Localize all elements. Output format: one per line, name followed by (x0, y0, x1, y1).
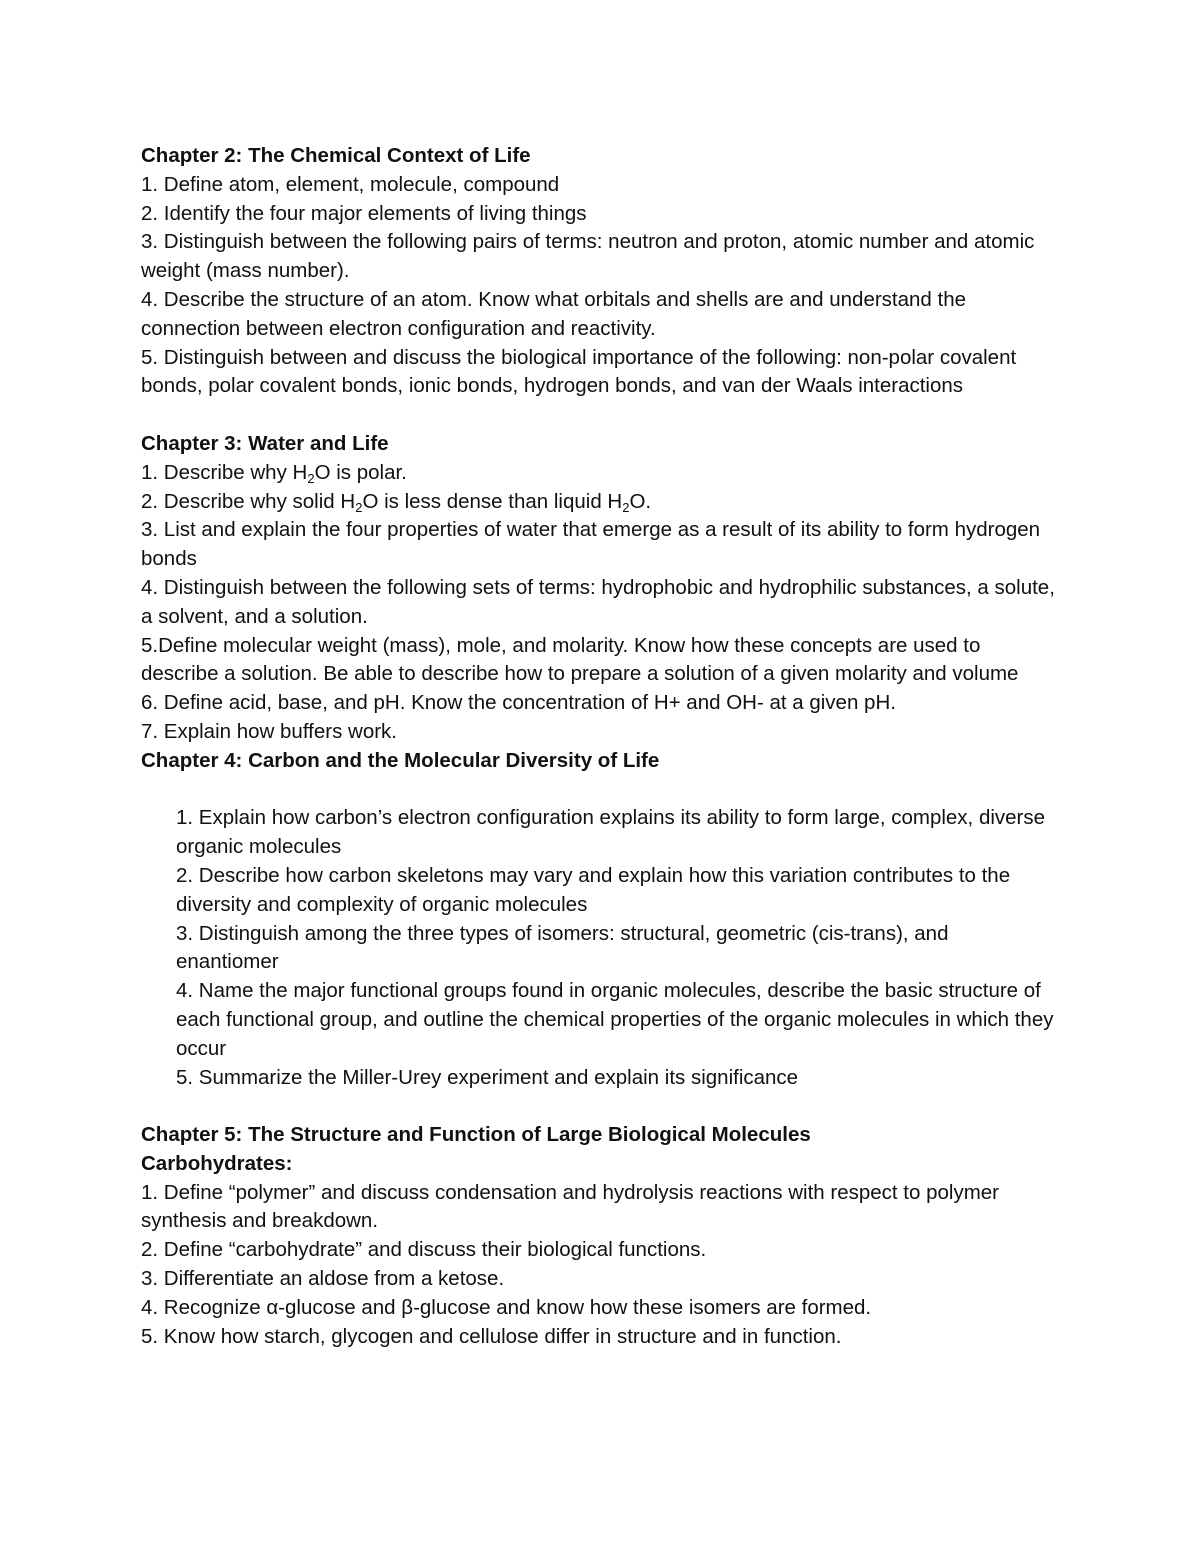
chapter-3-item-6: 6. Define acid, base, and pH. Know the concentration of H+ and OH- at a given pH. (141, 691, 896, 715)
chapter-4-item-2: 2. Describe how carbon skeletons may vary and explain how this variation contributes to the diversity and complexity of organic molecules (176, 863, 1011, 916)
subscript-2: 2 (307, 470, 315, 486)
chapter-5-item-2: 2. Define “carbohydrate” and discuss their biological functions. (141, 1238, 707, 1262)
chapter-5-item-5: 5. Know how starch, glycogen and cellulose differ in structure and in function. (141, 1324, 842, 1348)
chapter-3-section (141, 430, 1056, 747)
chapter-3-item-2 (141, 488, 1056, 517)
chapter-3-item-5: 5.Define molecular weight (mass), mole, and molarity. Know how these concepts are used to describe a solution. Be able to describe how to prepare a solution of a given molarity and volume (141, 633, 1019, 686)
chapter-4-list (141, 804, 1056, 1092)
document-content (141, 142, 1056, 1351)
chapter-3-item-2-text-a: 2. Describe why solid H (141, 489, 356, 513)
chapter-2-item-1: 1. Define atom, element, molecule, compound (141, 172, 560, 196)
chapter-4-section (141, 747, 1056, 1093)
subscript-2: 2 (622, 499, 630, 515)
chapter-4-item-5: 5. Summarize the Miller-Urey experiment and explain its significance (176, 1065, 799, 1089)
chapter-3-item-1-text-a: 1. Describe why H (141, 460, 308, 484)
chapter-2-heading: Chapter 2: The Chemical Context of Life (141, 144, 531, 167)
chapter-3-item-2-text-c: O. (629, 489, 652, 513)
chapter-3-heading: Chapter 3: Water and Life (141, 431, 389, 455)
chapter-4-item-1: 1. Explain how carbon’s electron configuration explains its ability to form large, complex, diverse organic molecules (176, 806, 1046, 859)
section-gap (141, 1092, 1056, 1121)
chapter-2-item-2: 2. Identify the four major elements of living things (141, 201, 587, 225)
chapter-3-item-3: 3. List and explain the four properties of water that emerge as a result of its ability to form hydrogen bonds (141, 518, 1041, 571)
carbohydrates-subheading: Carbohydrates: (141, 1151, 293, 1175)
chapter-4-item-4: 4. Name the major functional groups found in organic molecules, describe the basic structure of each functional group, and outline the chemical properties of the organic molecules in which they occur (176, 979, 1054, 1060)
chapter-3-item-2-text-b: O is less dense than liquid H (362, 489, 623, 513)
chapter-5-heading: Chapter 5: The Structure and Function of Large Biological Molecules (141, 1123, 811, 1147)
chapter-2-item-4: 4. Describe the structure of an atom. Know what orbitals and shells are and understand the connection between electron configuration and reactivity. (141, 287, 967, 340)
section-gap (141, 401, 1056, 430)
chapter-2-item-3: 3. Distinguish between the following pairs of terms: neutron and proton, atomic number and atomic weight (mass number). (141, 230, 1035, 283)
chapter-2-section (141, 142, 1056, 401)
chapter-2-item-5: 5. Distinguish between and discuss the biological importance of the following: non-polar covalent bonds, polar covalent bonds, ionic bonds, hydrogen bonds, and van der Waals interactions (141, 345, 1017, 398)
chapter-5-item-4: 4. Recognize α-glucose and β-glucose and know how these isomers are formed. (141, 1295, 872, 1319)
chapter-4-heading: Chapter 4: Carbon and the Molecular Diversity of Life (141, 748, 660, 772)
chapter-3-item-4: 4. Distinguish between the following sets of terms: hydrophobic and hydrophilic substances, a solute, a solvent, and a solution. (141, 575, 1055, 628)
subscript-2: 2 (355, 499, 363, 515)
chapter-4-item-3: 3. Distinguish among the three types of isomers: structural, geometric (cis-trans), and enantiomer (176, 921, 949, 974)
chapter-3-item-1-text-b: O is polar. (314, 460, 407, 484)
chapter-3-item-1 (141, 459, 1056, 488)
chapter-3-item-7: 7. Explain how buffers work. (141, 719, 397, 743)
chapter-5-section (141, 1121, 1056, 1351)
chapter-5-item-1: 1. Define “polymer” and discuss condensation and hydrolysis reactions with respect to polymer synthesis and breakdown. (141, 1180, 999, 1233)
chapter-5-item-3: 3. Differentiate an aldose from a ketose. (141, 1267, 505, 1291)
section-gap (141, 776, 1056, 805)
